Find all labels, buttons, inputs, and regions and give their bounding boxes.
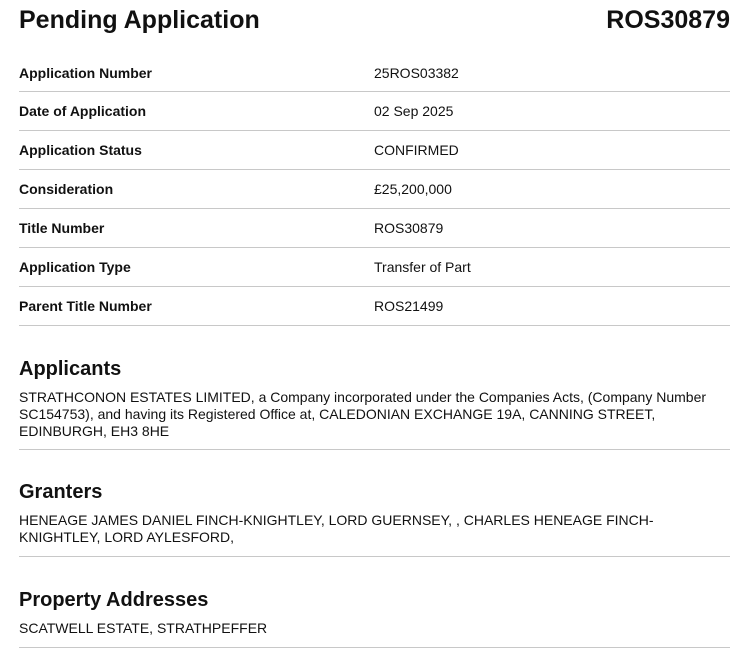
property-addresses-heading: Property Addresses — [19, 589, 209, 611]
detail-row-date-of-application — [19, 92, 730, 131]
detail-row-application-type — [19, 248, 730, 287]
page-title: Pending Application — [19, 6, 260, 34]
granters-section — [19, 450, 730, 557]
detail-value: CONFIRMED — [374, 142, 459, 158]
detail-label: Date of Application — [19, 103, 147, 119]
detail-row-parent-title-number — [19, 287, 730, 326]
detail-row-application-number — [19, 54, 730, 92]
granters-heading: Granters — [19, 481, 103, 503]
title-reference: ROS30879 — [606, 6, 730, 34]
detail-row-consideration — [19, 170, 730, 209]
detail-row-title-number — [19, 209, 730, 248]
applicants-text: STRATHCONON ESTATES LIMITED, a Company incorporated under the Companies Acts, (Company Number SC154753), and having its Registered Office at, CALEDONIAN EXCHANGE 19A, CANNING STREET, EDINBURGH, EH3 8HE — [19, 389, 707, 439]
detail-value: 25ROS03382 — [374, 64, 459, 81]
detail-row-application-status — [19, 131, 730, 170]
detail-value: 02 Sep 2025 — [374, 103, 454, 119]
detail-label: Consideration — [19, 181, 114, 197]
detail-label: Application Status — [19, 142, 142, 158]
detail-label: Title Number — [19, 220, 105, 236]
granters-text: HENEAGE JAMES DANIEL FINCH-KNIGHTLEY, LORD GUERNSEY, , CHARLES HENEAGE FINCH-KNIGHTLEY, LORD AYLESFORD, — [19, 512, 654, 545]
application-details-table — [19, 54, 730, 326]
application-page — [19, 0, 730, 648]
detail-label: Parent Title Number — [19, 298, 152, 314]
detail-label: Application Number — [19, 64, 153, 81]
property-addresses-section — [19, 557, 730, 648]
detail-label: Application Type — [19, 259, 131, 275]
applicants-section — [19, 326, 730, 450]
page-header — [19, 0, 730, 40]
detail-value: Transfer of Part — [374, 259, 471, 275]
detail-value: ROS21499 — [374, 298, 444, 314]
detail-value: £25,200,000 — [374, 181, 452, 197]
applicants-heading: Applicants — [19, 358, 122, 380]
property-addresses-text: SCATWELL ESTATE, STRATHPEFFER — [19, 620, 268, 636]
detail-value: ROS30879 — [374, 220, 444, 236]
